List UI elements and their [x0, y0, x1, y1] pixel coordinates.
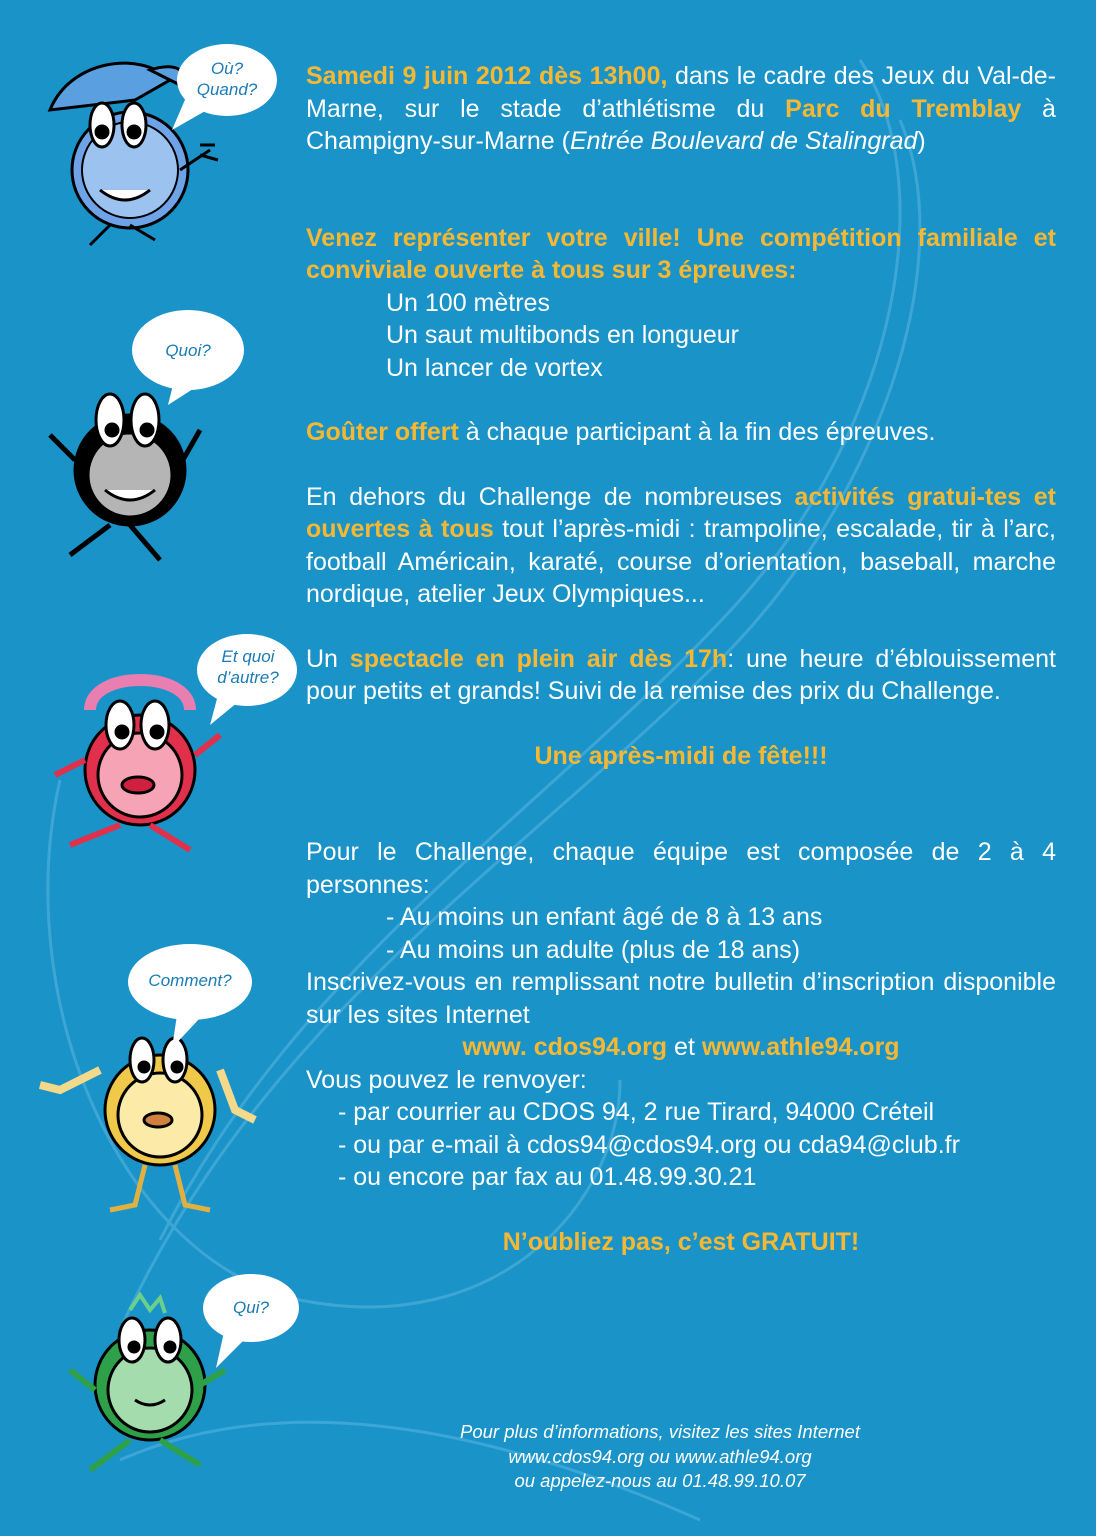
- bubble-1-line1: Où?: [210, 59, 244, 78]
- rule-item-1: - Au moins un enfant âgé de 8 à 13 ans: [386, 903, 823, 931]
- event-item-3: Un lancer de vortex: [386, 353, 603, 382]
- return-option-3: - ou encore par fax au 01.48.99.30.21: [338, 1163, 757, 1191]
- return-option-2: - ou par e-mail à cdos94@cdos94.org ou cda94@club.fr: [338, 1130, 960, 1159]
- activities-highlight: activités gratui-tes et ouvertes à tous: [306, 482, 1056, 543]
- activities-paragraph: [306, 481, 1056, 611]
- event-item-2: Un saut multibonds en longueur: [386, 321, 740, 349]
- websites-joiner: et: [667, 1033, 702, 1061]
- party-line: Une après-midi de fête!!!: [534, 741, 828, 770]
- bubble-5-text: Qui?: [233, 1298, 269, 1317]
- speech-bubble-4: [122, 940, 262, 1050]
- return-paragraph: Vous pouvez le renvoyer:: [306, 1065, 587, 1094]
- intro-text3: ): [917, 127, 926, 155]
- footer-line3: ou appelez-nous au 01.48.99.10.07: [514, 1470, 806, 1491]
- activities-text2: tout l’après-midi : trampoline, escalade, tir à l’arc, football Américain, karaté, course d’orientation, baseball, marche nordique, atelier Jeux Olympiques...: [306, 515, 1056, 608]
- event-place: Parc du Tremblay: [785, 94, 1022, 123]
- footer: [360, 1420, 960, 1494]
- grey-character: [30, 380, 230, 570]
- snack-highlight: Goûter offert: [306, 418, 459, 446]
- speech-bubble-5: [196, 1270, 306, 1370]
- show-paragraph: [306, 643, 1056, 708]
- event-date: Samedi 9 juin 2012 dès 13h00,: [306, 62, 668, 90]
- snack-paragraph: [306, 416, 1056, 449]
- bubble-3-line2: d’autre?: [217, 668, 279, 687]
- free-line: N’oubliez pas, c’est GRATUIT!: [502, 1227, 860, 1256]
- intro-text1: dans le cadre des Jeux du Val-de-Marne, sur le stade d’athlétisme du: [306, 62, 1056, 123]
- rule-item-2: - Au moins un adulte (plus de 18 ans): [386, 935, 801, 964]
- main-text-column: [306, 60, 1056, 1258]
- bubble-2-text: Quoi?: [165, 341, 211, 360]
- snack-text: à chaque participant à la fin des épreuves.: [458, 418, 936, 446]
- yellow-character: [30, 1020, 280, 1220]
- signup-paragraph: Inscrivez-vous en remplissant notre bulletin d’inscription disponible sur les sites Internet: [306, 968, 1056, 1029]
- event-item-1: Un 100 mètres: [386, 288, 550, 317]
- bubble-1-line2: Quand?: [196, 80, 258, 99]
- activities-text1: En dehors du Challenge de nombreuses: [306, 482, 795, 511]
- show-text2: : une heure d’éblouissement pour petits et grands! Suivi de la remise des prix du Challenge.: [306, 644, 1056, 705]
- intro-paragraph: [306, 60, 1056, 158]
- websites-line: [306, 1031, 1056, 1064]
- footer-line2: www.cdos94.org ou www.athle94.org: [508, 1445, 812, 1467]
- website-cdos[interactable]: www. cdos94.org: [462, 1033, 668, 1061]
- footer-line1: Pour plus d’informations, visitez les sites Internet: [460, 1421, 860, 1442]
- website-athle[interactable]: www.athle94.org: [701, 1033, 900, 1061]
- intro-text2: à Champigny-sur-Marne (: [306, 94, 1056, 155]
- event-entry: Entrée Boulevard de Stalingrad: [569, 127, 918, 155]
- return-option-1: - par courrier au CDOS 94, 2 rue Tirard, 94000 Créteil: [338, 1098, 935, 1126]
- bubble-3-line1: Et quoi: [221, 647, 275, 666]
- team-paragraph: Pour le Challenge, chaque équipe est composée de 2 à 4 personnes:: [306, 838, 1056, 899]
- show-text1: Un: [306, 644, 350, 673]
- competition-headline: Venez représenter votre ville! Une compétition familiale et conviviale ouverte à tous sur 3 épreuves:: [306, 223, 1056, 284]
- bubble-4-text: Comment?: [148, 971, 232, 990]
- show-highlight: spectacle en plein air dès 17h: [349, 644, 728, 673]
